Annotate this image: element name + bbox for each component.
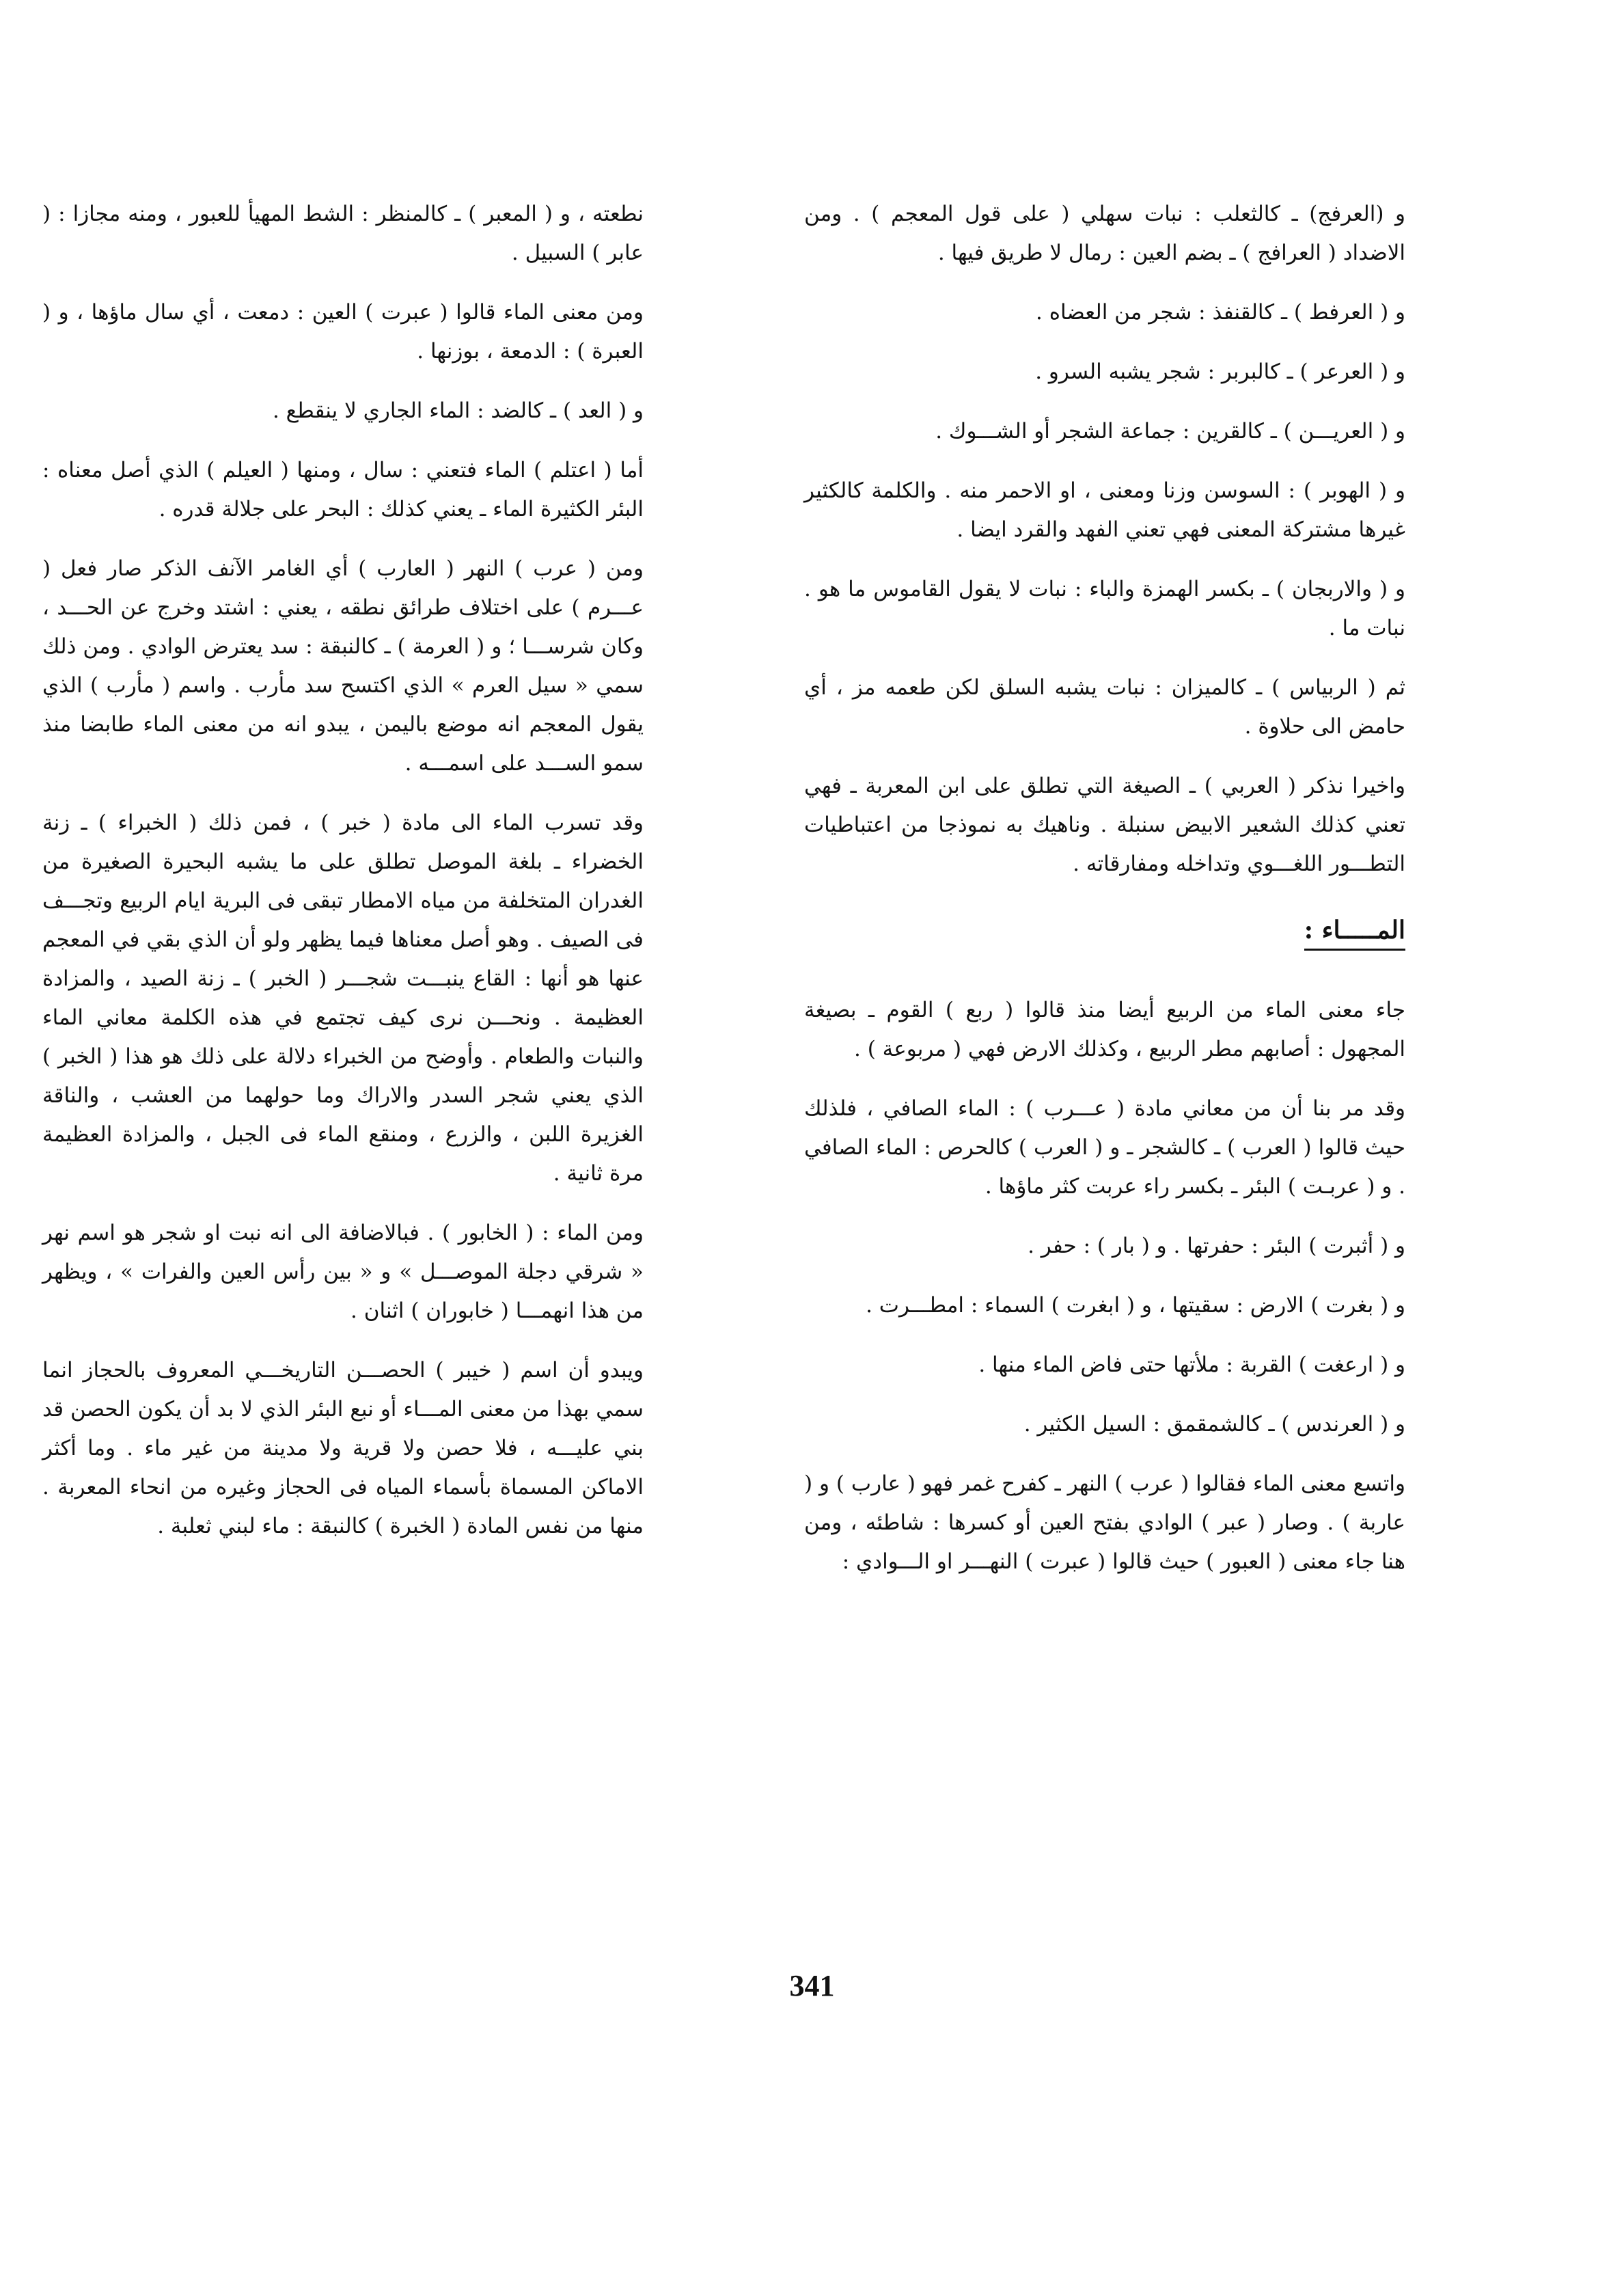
paragraph: جاء معنى الماء من الربيع أيضا منذ قالوا ( ربع ) القوم ـ بصيغة المجهول : أصابهم مطر الربيع ، وكذلك الارض فهي ( مربوعة ) . [804, 998, 1405, 1061]
section-heading-text: المـــــاء : [1304, 916, 1405, 951]
paragraph: و ( أثبرت ) البئر : حفرتها . و ( بار ) : حفر . [1028, 1234, 1405, 1258]
paragraph: ومن الماء : ( الخابور ) . فبالاضافة الى انه نبت او شجر هو اسم نهر « شرقي دجلة الموصـــل » و « بين رأس العين والفرات » ، ويظهر من هذا انهمـــا ( خابوران ) اثنان . [42, 1221, 644, 1323]
paragraph: و ( الهوبر ) : السوسن وزنا ومعنى ، او الاحمر منه . والكلمة كالكثير غيرها مشتركة المعنى فهي تعني الفهد والقرد ايضا . [804, 478, 1405, 542]
paragraph: وقد تسرب الماء الى مادة ( خبر ) ، فمن ذلك ( الخبراء ) ـ زنة الخضراء ـ بلغة الموصل تطلق على ما يشبه البحيرة الصغيرة من الغدران المتخلفة من مياه الامطار تبقى فى البرية ايام الربيع وتجـــف فى الصيف . وهو أصل معناها فيما يظهر ولو أن الذي بقي في المعجم عنها هو أنها : القاع ينبـــت شجـــر ( الخبر ) ـ زنة الصيد ، والمزادة العظيمة . ونحـــن نرى كيف تجتمع في هذه الكلمة معاني الماء والنبات والطعام . وأوضح من الخبراء دلالة على ذلك هو هذا ( الخبر ) الذي يعني شجر السدر والاراك وما حولهما من العشب ، والناقة الغزيرة اللبن ، والزرع ، ومنقع الماء فى الجبل ، والمزادة العظيمة مرة ثانية . [42, 811, 644, 1186]
paragraph: ثم ( الربياس ) ـ كالميزان : نبات يشبه السلق لكن طعمه مز ، أي حامض الى حلاوة . [804, 675, 1405, 739]
paragraph: أما ( اعتلم ) الماء فتعني : سال ، ومنها ( العيلم ) الذي أصل معناه : البئر الكثيرة الماء ـ يعني كذلك : البحر على جلالة قدره . [42, 458, 644, 521]
section-heading [804, 911, 1405, 950]
paragraph: و ( بغرت ) الارض : سقيتها ، و ( ابغرت ) السماء : امطـــرت . [866, 1293, 1405, 1318]
paragraph: و ( العرندس ) ـ كالشمقمق : السيل الكثير . [1023, 1412, 1405, 1437]
paragraph: ويبدو أن اسم ( خيبر ) الحصـــن التاريخـــي المعروف بالحجاز انما سمي بهذا من معنى المـــاء أو نبع البئر الذي لا بد أن يكون الحصن قد بني عليـــه ، فلا حصن ولا قرية ولا مدينة من غير ماء . وما أكثر الاماكن المسماة بأسماء المياه فى الحجاز وغيره من انحاء المعربة . منها من نفس المادة ( الخبرة ) كالنبقة : ماء لبني ثعلبة . [42, 1358, 644, 1538]
left-column [42, 195, 644, 1566]
paragraph: ومن معنى الماء قالوا ( عبرت ) العين : دمعت ، أي سال ماؤها ، و ( العبرة ) : الدمعة ، بوزنها . [42, 300, 644, 364]
paragraph: و ( والاربجان ) ـ بكسر الهمزة والباء : نبات لا يقول القاموس ما هو . نبات ما . [804, 577, 1406, 640]
paragraph: وقد مر بنا أن من معاني مادة ( عـــرب ) : الماء الصافي ، فلذلك حيث قالوا ( العرب ) ـ كالشجر ـ و ( العرب ) كالحرص : الماء الصافي . و ( عربـت ) البئر ـ بكسر راء عربت كثر ماؤها . [804, 1096, 1405, 1199]
paragraph: و ( العريـــن ) ـ كالقرين : جماعة الشجر أو الشـــوك . [935, 419, 1405, 444]
paragraph: و (العرفج) ـ كالثعلب : نبات سهلي ( على قول المعجم ) . ومن الاضداد ( العرافج ) ـ بضم العين : رمال لا طريق فيها . [804, 202, 1405, 265]
paragraph: و ( العرعر ) ـ كالبربر : شجر يشبه السرو . [1035, 359, 1405, 384]
paragraph: واتسع معنى الماء فقالوا ( عرب ) النهر ـ كفرح غمر فهو ( عارب ) و ( عاربة ) . وصار ( عبر ) الوادي بفتح العين أو كسرها : شاطئه ، ومن هنا جاء معنى ( العبور ) حيث قالوا ( عبرت ) النهـــر او الـــوادي : [804, 1471, 1405, 1574]
right-column [804, 195, 1405, 1602]
paragraph: و ( العد ) ـ كالضد : الماء الجاري لا ينقطع . [272, 398, 644, 423]
paragraph: ومن ( عرب ) النهر ( العارب ) أي الغامر الآنف الذكر صار فعل ( عـــرم ) على اختلاف طرائق نطقه ، يعني : اشتد وخرج عن الحـــد ، وكان شرســـا ؛ و ( العرمة ) ـ كالنبقة : سد يعترض الوادي . ومن ذلك سمي « سيل العرم » الذي اكتسح سد مأرب . واسم ( مأرب ) الذي يقول المعجم انه موضع باليمن ، يبدو انه من معنى الماء طابضا منذ سمو الســـد على اسمـــه . [42, 556, 644, 776]
page-number: 341 [789, 1969, 835, 2002]
paragraph: و ( ارعغت ) القربة : ملأتها حتى فاض الماء منها . [978, 1352, 1405, 1377]
paragraph: نطعته ، و ( المعبر ) ـ كالمنظر : الشط المهيأ للعبور ، ومنه مجازا : ( عابر ) السبيل . [42, 202, 644, 265]
paragraph: و ( العرفط ) ـ كالقنفذ : شجر من العضاه . [1036, 300, 1405, 325]
paragraph: واخيرا نذكر ( العربي ) ـ الصيغة التي تطلق على ابن المعربة ـ فهي تعني كذلك الشعير الابيض سنبلة . وناهيك به نموذجا من اعتباطيات التطـــور اللغـــوي وتداخله ومفارقاته . [804, 774, 1405, 876]
